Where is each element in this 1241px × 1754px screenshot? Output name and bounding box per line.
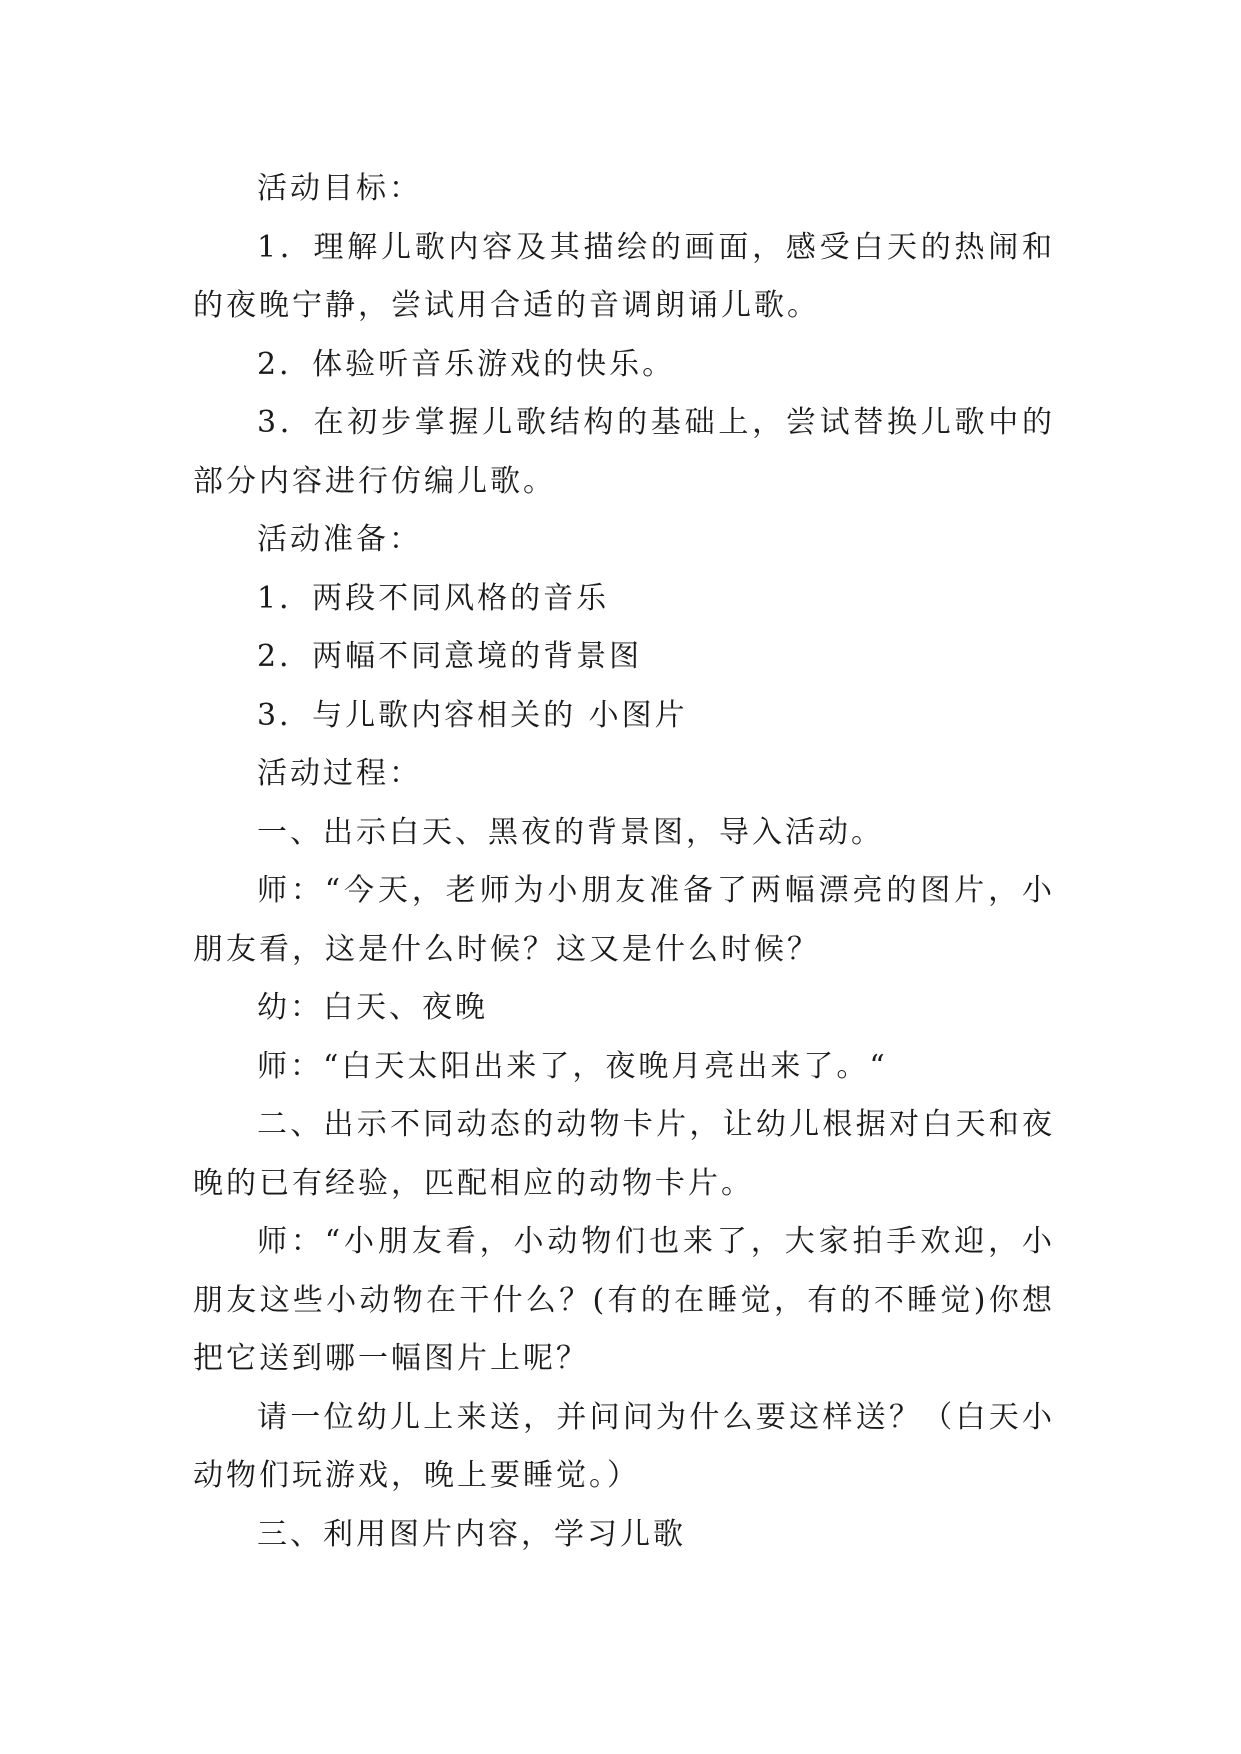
teacher-line-2: 师：“白天太阳出来了，夜晚月亮出来了。“ (257, 1048, 888, 1084)
process-step-3: 三、利用图片内容，学习儿歌 (257, 1516, 686, 1552)
preparation-item-2: 2．两幅不同意境的背景图 (257, 639, 643, 674)
process-step-1: 一、出示白天、黑夜的背景图，导入活动。 (257, 814, 884, 850)
process-step-2: 二、出示不同动态的动物卡片，让幼儿根据对白天和夜晚的已有经验，匹配相应的动物卡片。 (193, 1107, 1055, 1201)
goal-item-1: 1．理解儿歌内容及其描绘的画面，感受白天的热闹和的夜晚宁静，尝试用合适的音调朗诵儿歌。 (193, 229, 1055, 323)
child-line-1: 幼：白天、夜晚 (257, 990, 488, 1025)
section-heading-preparation: 活动准备： (257, 522, 422, 557)
teacher-line-3: 师：“小朋友看，小动物们也来了，大家拍手欢迎，小朋友这些小动物在干什么？(有的在睡觉，有的不睡觉)你想把它送到哪一幅图片上呢？ (193, 1224, 1055, 1376)
section-heading-goals: 活动目标： (257, 171, 422, 206)
section-heading-process: 活动过程： (257, 756, 422, 791)
goal-item-2: 2．体验听音乐游戏的快乐。 (257, 346, 676, 382)
preparation-item-3: 3．与儿歌内容相关的 小图片 (257, 697, 688, 733)
teacher-line-1: 师：“今天，老师为小朋友准备了两幅漂亮的图片，小朋友看，这是什么时候？这又是什么时候？ (193, 873, 1055, 967)
document-body (193, 160, 1055, 1564)
goal-item-3: 3．在初步掌握儿歌结构的基础上，尝试替换儿歌中的部分内容进行仿编儿歌。 (193, 405, 1055, 499)
activity-note: 请一位幼儿上来送，并问问为什么要这样送？（白天小动物们玩游戏，晚上要睡觉。） (193, 1399, 1055, 1493)
preparation-item-1: 1．两段不同风格的音乐 (257, 580, 610, 616)
